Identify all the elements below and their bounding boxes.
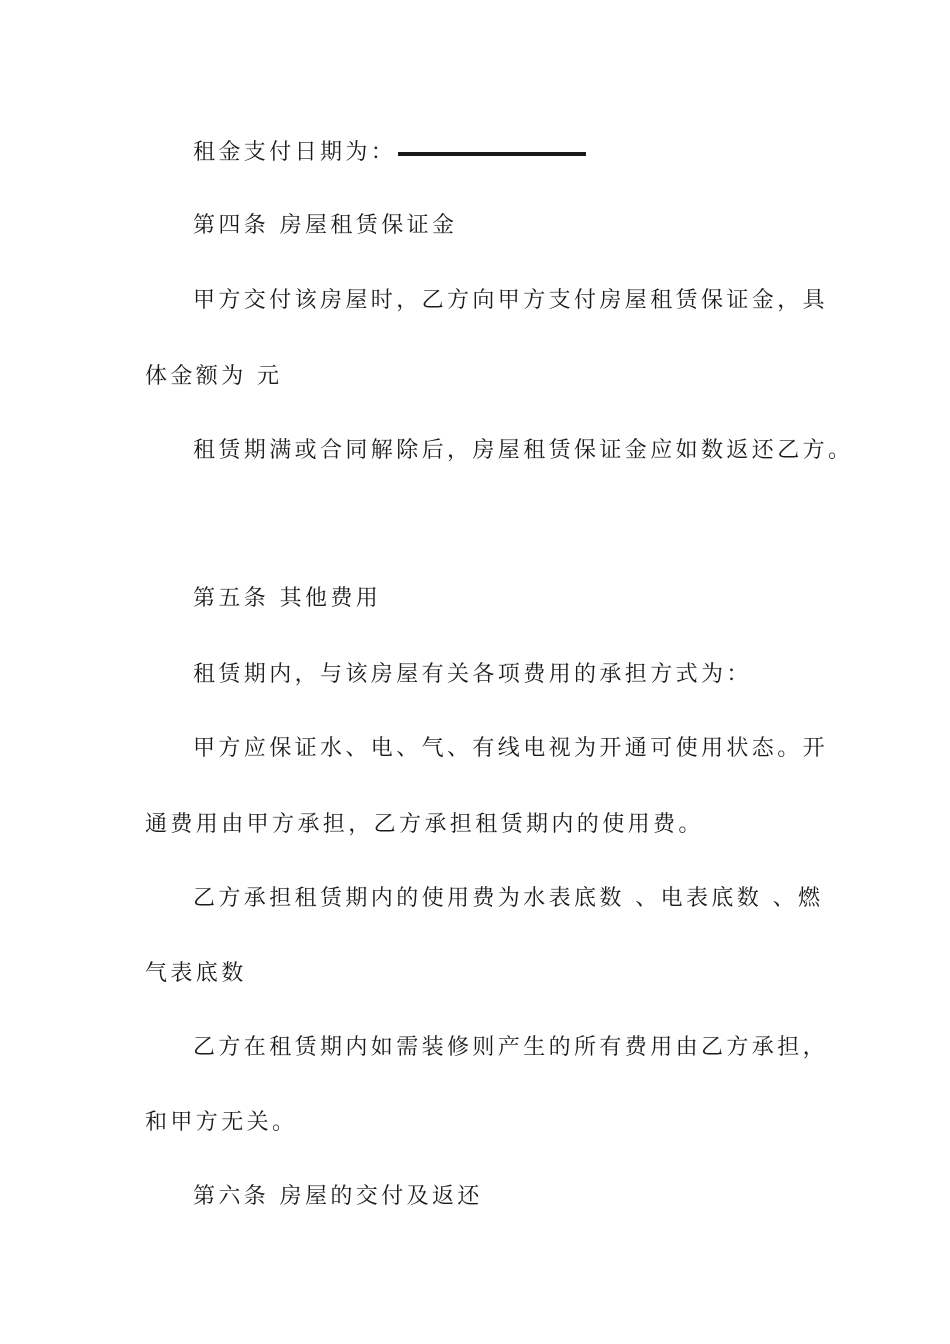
utilities-paragraph-line-1: 甲方应保证水、电、气、有线电视为开通可使用状态。开 — [193, 736, 829, 761]
rent-payment-date-line — [193, 138, 586, 168]
utilities-paragraph-line-2: 通费用由甲方承担，乙方承担租赁期内的使用费。 — [145, 812, 704, 837]
article-5-heading: 第五条 其他费用 — [193, 586, 382, 611]
deposit-paragraph-line-1: 甲方交付该房屋时，乙方向甲方支付房屋租赁保证金，具 — [193, 288, 829, 313]
renovation-paragraph-line-2: 和甲方无关。 — [145, 1110, 298, 1135]
article-4-heading: 第四条 房屋租赁保证金 — [193, 213, 458, 238]
deposit-return-paragraph: 租赁期满或合同解除后，房屋租赁保证金应如数返还乙方。 — [193, 438, 854, 463]
deposit-paragraph-line-2: 体金额为 元 — [145, 364, 283, 389]
rent-payment-date-label: 租金支付日期为： — [193, 140, 397, 165]
meter-readings-paragraph-line-2: 气表底数 — [145, 961, 247, 986]
article-6-heading: 第六条 房屋的交付及返还 — [193, 1184, 483, 1209]
fees-intro-paragraph: 租赁期内，与该房屋有关各项费用的承担方式为： — [193, 662, 752, 687]
meter-readings-paragraph-line-1: 乙方承担租赁期内的使用费为水表底数 、电表底数 、燃 — [193, 886, 824, 911]
renovation-paragraph-line-1: 乙方在租赁期内如需装修则产生的所有费用由乙方承担， — [193, 1035, 829, 1060]
rent-payment-date-blank — [398, 152, 586, 156]
